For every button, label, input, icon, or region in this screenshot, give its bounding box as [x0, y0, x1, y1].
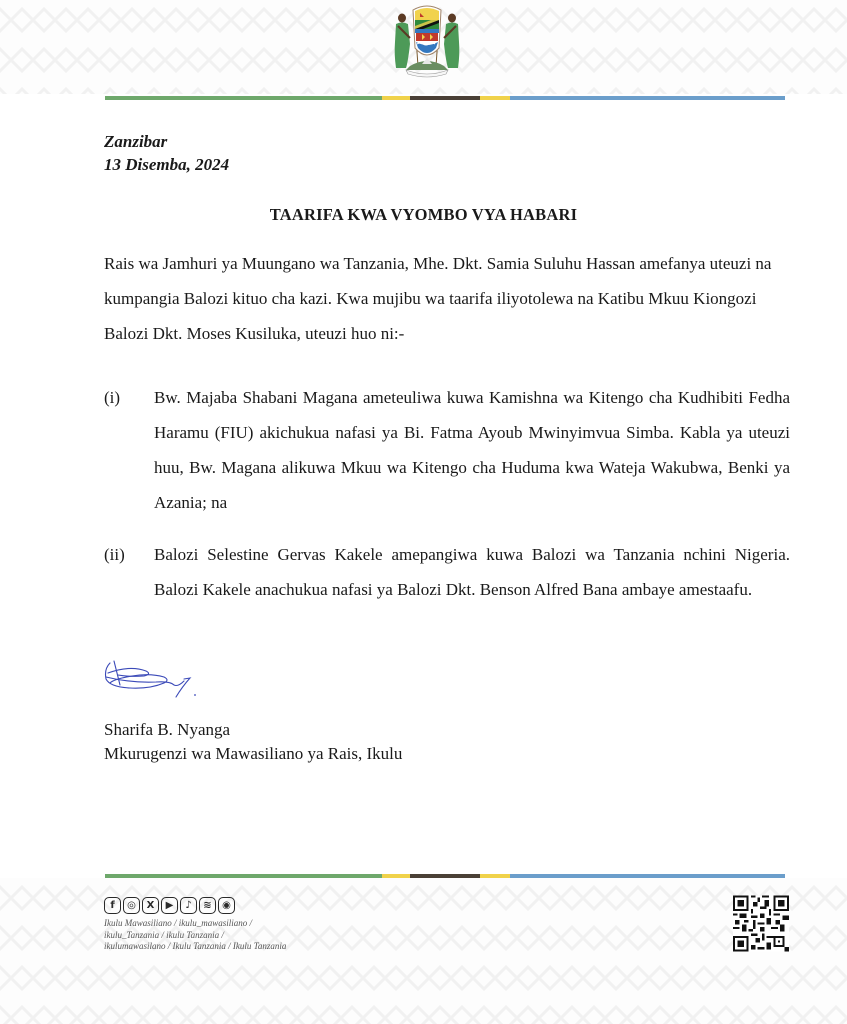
place-and-date — [104, 130, 229, 176]
item-number: (ii) — [104, 545, 125, 564]
social-handles — [104, 918, 286, 953]
coat-of-arms-icon — [386, 4, 468, 78]
signer-name: Sharifa B. Nyanga — [104, 720, 231, 739]
footer-color-stripe — [105, 874, 785, 878]
stripe-blue — [510, 96, 785, 100]
tiktok-icon[interactable]: ♪ — [180, 897, 197, 914]
podcast-icon[interactable]: ◉ — [218, 897, 235, 914]
handles-line: Ikulu Mawasiliano / ikulu_mawasiliano / — [104, 918, 252, 928]
stripe-yellow — [480, 874, 510, 878]
qr-code-icon[interactable] — [733, 895, 789, 952]
header-color-stripe — [105, 96, 785, 100]
appointment-item — [104, 537, 790, 607]
social-icons — [104, 897, 235, 914]
appointment-item — [104, 380, 790, 520]
youtube-icon[interactable]: ▶ — [161, 897, 178, 914]
intro-paragraph: Rais wa Jamhuri ya Muungano wa Tanzania, Mhe. Dkt. Samia Suluhu Hassan amefanya uteuzi na kumpangia Balozi kituo cha kazi. Kwa mujibu wa taarifa iliyotolewa na Katibu Mkuu Kiongozi Balozi Dkt. Moses Kusiluka, uteuzi huo ni:- — [104, 254, 772, 343]
stripe-blue — [510, 874, 785, 878]
date: 13 Disemba, 2024 — [104, 155, 230, 174]
item-number: (i) — [104, 388, 121, 407]
signer-title: Mkurugenzi wa Mawasiliano ya Rais, Ikulu — [104, 744, 403, 763]
stripe-black — [410, 874, 480, 878]
stripe-yellow — [480, 96, 510, 100]
stripe-yellow — [382, 874, 410, 878]
stripe-yellow — [382, 96, 410, 100]
x-icon[interactable]: X — [142, 897, 159, 914]
stripe-green — [105, 96, 382, 100]
stripe-green — [105, 874, 382, 878]
document-title: TAARIFA KWA VYOMBO VYA HABARI — [269, 205, 578, 224]
place: Zanzibar — [104, 132, 168, 151]
facebook-icon[interactable]: f — [104, 897, 121, 914]
handles-line: ikulumawasilano / Ikulu Tanzania / Ikulu Tanzania — [104, 941, 287, 951]
signature-icon — [100, 655, 200, 705]
stripe-black — [410, 96, 480, 100]
signer-block — [104, 718, 402, 766]
instagram-icon[interactable]: ◎ — [123, 897, 140, 914]
spotify-icon[interactable]: ≋ — [199, 897, 216, 914]
handles-line: ikulu_Tanzania / ikulu Tanzania / — [104, 929, 224, 940]
item-text: Bw. Majaba Shabani Magana ameteuliwa kuwa Kamishna wa Kitengo cha Kudhibiti Fedha Haramu (FIU) akichukua nafasi ya Bi. Fatma Ayoub Mwinyimvua Simba. Kabla ya uteuzi huu, Bw. Magana alikuwa Mkuu wa Kitengo cha Huduma kwa Wateja Wakubwa, Benki ya Azania; na — [154, 388, 790, 512]
item-text: Balozi Selestine Gervas Kakele amepangiwa kuwa Balozi wa Tanzania nchini Nigeria. Balozi Kakele anachukua nafasi ya Balozi Dkt. Benson Alfred Bana ambaye amestaafu. — [154, 545, 790, 599]
